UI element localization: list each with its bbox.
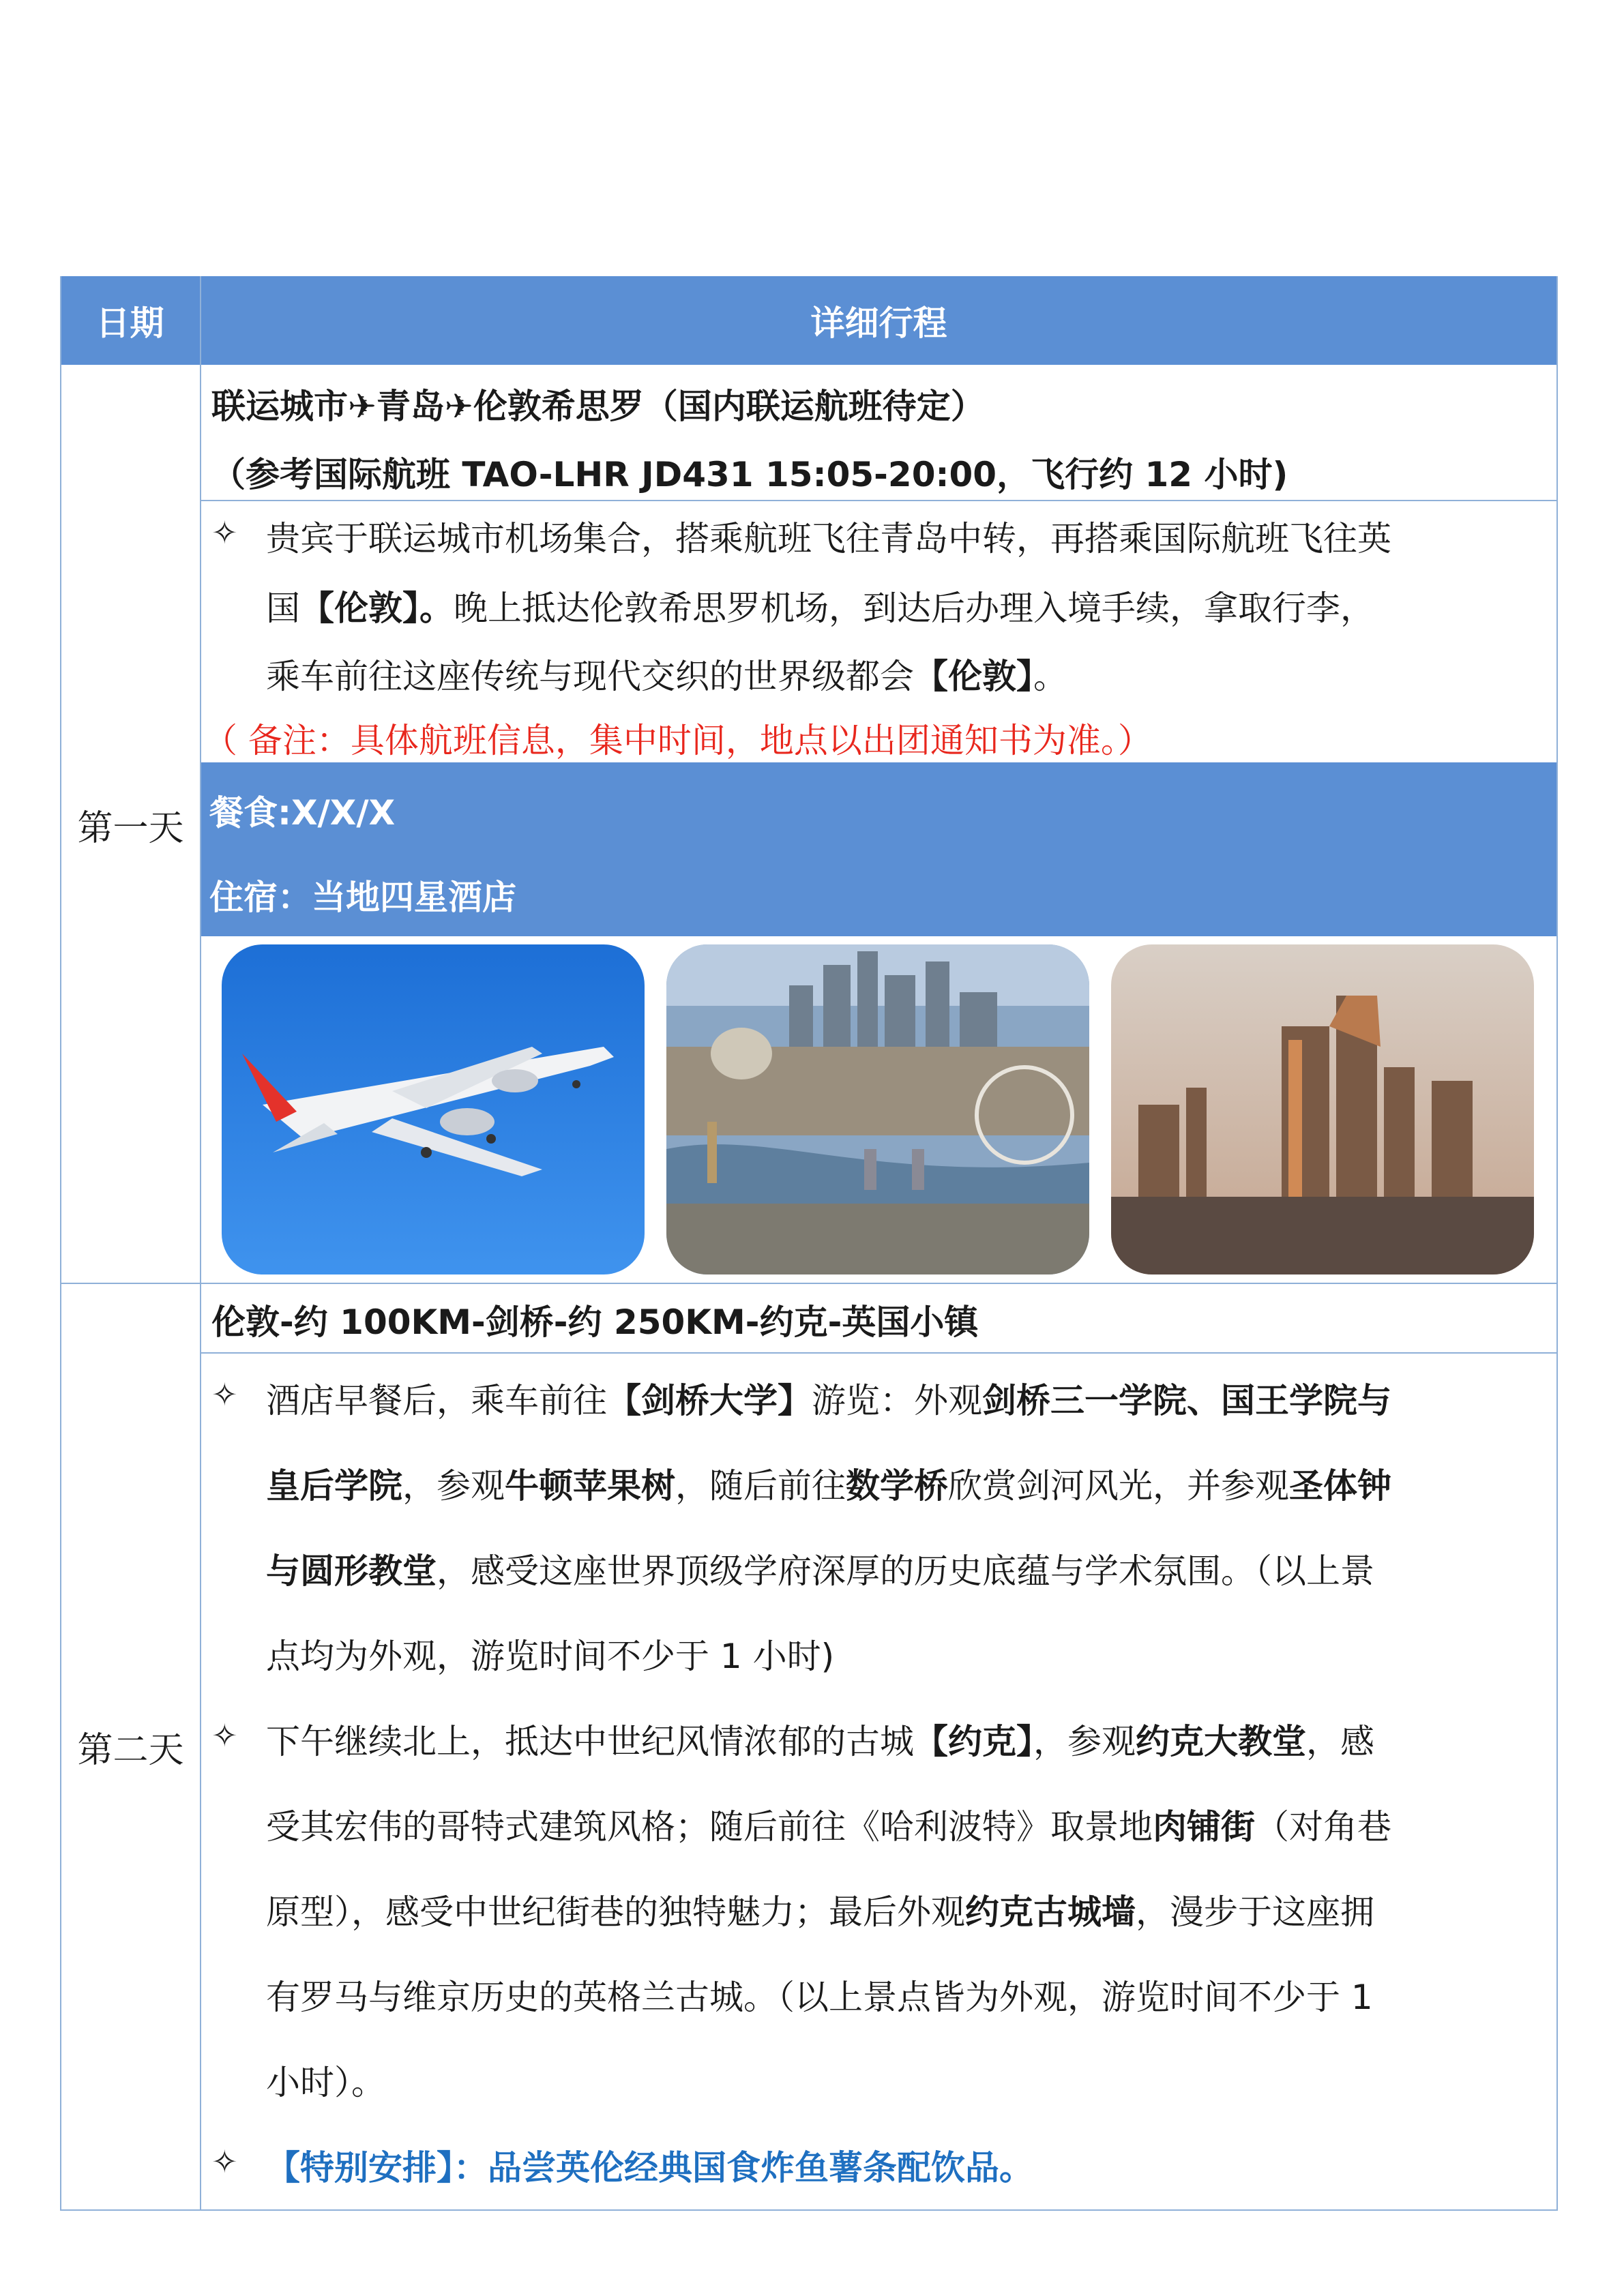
day1-meals-hotel-band — [201, 762, 1556, 936]
column-divider — [200, 276, 201, 2211]
bullet-icon: ✧ — [211, 1376, 238, 1413]
day2-line1: 酒店早餐后，乘车前往【剑桥大学】游览：外观剑桥三一学院、国王学院与 — [266, 1381, 1391, 1420]
day2-line5: 下午继续北上，抵达中世纪风情浓郁的古城【约克】，参观约克大教堂，感 — [266, 1722, 1374, 1761]
bullet-icon: ✧ — [211, 1717, 238, 1754]
day1-flight: （参考国际航班 TAO-LHR JD431 15:05-20:00，飞行约 12 小时) — [211, 455, 1288, 494]
table-border-bottom — [60, 2209, 1558, 2211]
day1-hotel: 住宿：当地四星酒店 — [209, 878, 516, 917]
london-city-sunset-photo — [1111, 944, 1534, 1274]
bullet-icon: ✧ — [211, 514, 238, 551]
table-border-right — [1556, 276, 1558, 2211]
day2-line7: 原型），感受中世纪街巷的独特魅力；最后外观约克古城墙，漫步于这座拥 — [266, 1892, 1374, 1932]
airplane-photo — [222, 944, 645, 1274]
table-header — [60, 276, 1558, 365]
day2-route: 伦敦-约 100KM-剑桥-约 250KM-约克-英国小镇 — [211, 1302, 979, 1342]
day1-note: （ 备注：具体航班信息，集中时间，地点以出团通知书为准。） — [203, 721, 1152, 760]
day2-line4: 点均为外观，游览时间不少于 1 小时) — [266, 1637, 835, 1676]
day2-label: 第二天 — [77, 1730, 184, 1771]
day2-line6: 受其宏伟的哥特式建筑风格；随后前往《哈利波特》取景地肉铺街（对角巷 — [266, 1807, 1391, 1847]
day1-meals: 餐食:X/X/X — [209, 793, 396, 833]
day2-line3: 与圆形教堂，感受这座世界顶级学府深厚的历史底蕴与学术氛围。（以上景 — [266, 1551, 1374, 1591]
day1-route: 联运城市✈青岛✈伦敦希思罗（国内联运航班待定） — [211, 387, 985, 426]
day1-para-line3: 乘车前往这座传统与现代交织的世界级都会【伦敦】。 — [266, 657, 1067, 696]
day1-label: 第一天 — [77, 807, 184, 849]
bullet-icon: ✧ — [211, 2143, 238, 2180]
day2-special: 【特别安排】：品尝英伦经典国食炸鱼薯条配饮品。 — [266, 2148, 1033, 2188]
day2-line2: 皇后学院，参观牛顿苹果树，随后前往数学桥欣赏剑河风光，并参观圣体钟 — [266, 1466, 1391, 1506]
london-skyline-photo — [666, 944, 1089, 1274]
row-divider-day — [60, 1283, 1558, 1284]
day2-line8: 有罗马与维京历史的英格兰古城。（以上景点皆为外观，游览时间不少于 1 — [266, 1978, 1373, 2017]
header-date: 日期 — [95, 303, 164, 343]
day1-para-line1: 贵宾于联运城市机场集合，搭乘航班飞往青岛中转，再搭乘国际航班飞往英 — [266, 519, 1391, 558]
header-detail: 详细行程 — [810, 303, 947, 343]
row-divider-day2-title — [200, 1352, 1558, 1354]
day1-para-line2: 国【伦敦】。晚上抵达伦敦希思罗机场，到达后办理入境手续，拿取行李， — [266, 588, 1374, 628]
row-divider-day1-title — [200, 500, 1558, 501]
day2-line9: 小时）。 — [266, 2063, 385, 2102]
